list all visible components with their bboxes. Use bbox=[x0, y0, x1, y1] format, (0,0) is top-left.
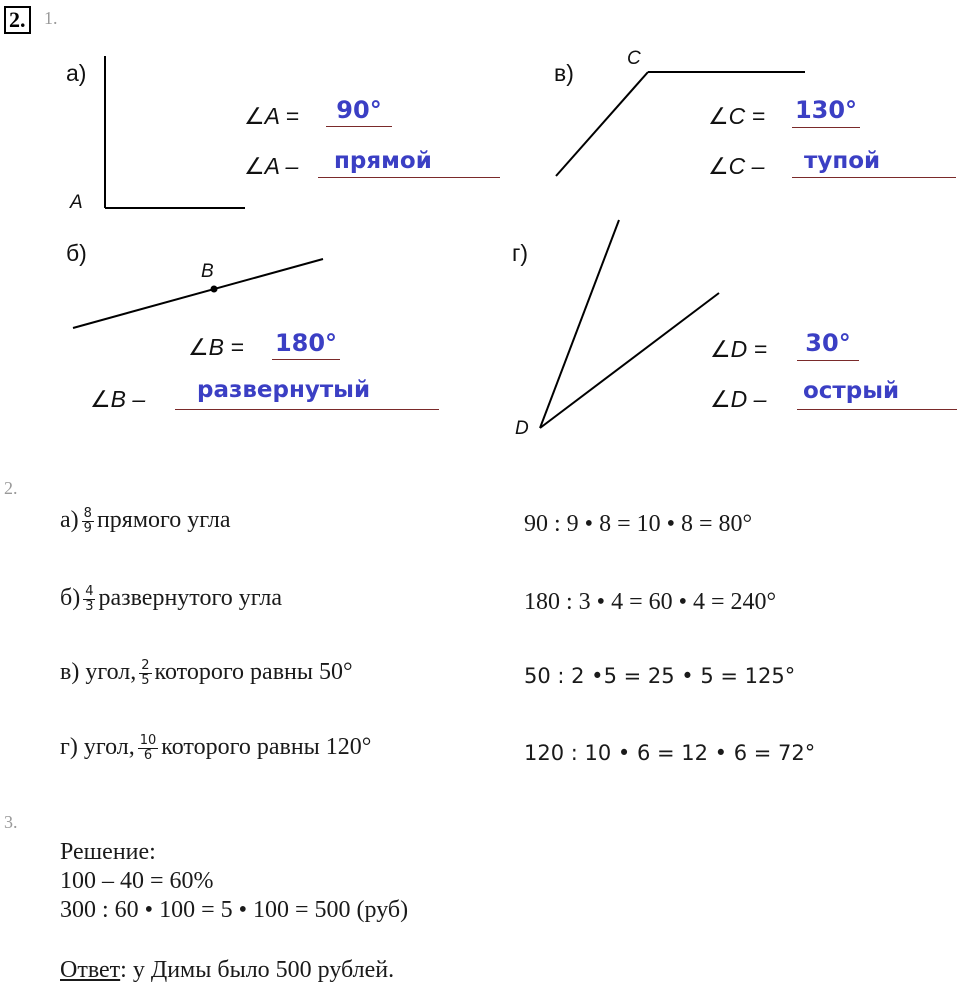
problem2-calc-a: 90 : 9 • 8 = 10 • 8 = 80° bbox=[524, 511, 753, 537]
angle-a-type-label: ∠A – bbox=[244, 153, 299, 179]
angle-a-figure bbox=[105, 56, 245, 208]
angle-v-measure-field bbox=[792, 96, 860, 128]
problem2-calc-g: 120 : 10 • 6 = 12 • 6 = 72° bbox=[524, 741, 816, 765]
task-number: 2. bbox=[4, 6, 31, 34]
vertex-b-label: B bbox=[201, 261, 214, 282]
item-1-label: 1. bbox=[44, 8, 58, 28]
angle-v-measure: 130° bbox=[794, 96, 858, 124]
angle-g-type-label: ∠D – bbox=[710, 386, 767, 412]
angle-g-type-field bbox=[797, 378, 957, 410]
angle-b-measure-field bbox=[272, 329, 340, 360]
problem2-row-a: а) $\frac{8}{9}$ прямого угла bbox=[60, 506, 231, 536]
angle-a-measure-label: ∠A = bbox=[244, 103, 299, 129]
vertex-a-label: A bbox=[70, 192, 83, 213]
item-3-label: 3. bbox=[4, 812, 18, 832]
angle-g-measure-label: ∠D = bbox=[710, 336, 768, 362]
angle-b-measure: 180° bbox=[274, 329, 338, 357]
vertex-c-label: C bbox=[627, 48, 641, 69]
angle-a-type: прямой bbox=[334, 148, 432, 174]
problem2-row-b: б) $\frac{4}{3}$ развернутого угла bbox=[60, 584, 282, 614]
angle-g-measure-field bbox=[797, 329, 859, 361]
angle-b-measure-label: ∠B = bbox=[188, 334, 244, 360]
angle-g-type: острый bbox=[803, 378, 900, 404]
angle-v-type-field bbox=[792, 148, 956, 178]
solution-line-1: 100 – 40 = 60% bbox=[60, 868, 214, 894]
problem2-row-v: в) угол, $\frac{2}{5}$ которого равны 50° bbox=[60, 658, 353, 688]
fraction: $\frac{2}{5}$ bbox=[141, 658, 150, 688]
angle-g-letter: г) bbox=[512, 240, 529, 266]
angle-b-type-field bbox=[175, 377, 439, 410]
answer-text: : у Димы было 500 рублей. bbox=[120, 957, 395, 983]
problem2-calc-b: 180 : 3 • 4 = 60 • 4 = 240° bbox=[524, 589, 777, 615]
angle-v-letter: в) bbox=[554, 60, 574, 86]
solution-line-2: 300 : 60 • 100 = 5 • 100 = 500 (руб) bbox=[60, 897, 409, 923]
angle-b-type: развернутый bbox=[197, 377, 371, 403]
problem3-solution bbox=[60, 838, 408, 925]
problem2-calc-v: 50 : 2 •5 = 25 • 5 = 125° bbox=[524, 664, 796, 688]
angle-b-figure bbox=[73, 259, 323, 328]
solution-heading: Решение: bbox=[60, 839, 156, 865]
fraction: $\frac{4}{3}$ bbox=[85, 584, 94, 614]
angle-b-type-label: ∠B – bbox=[90, 386, 146, 412]
problem2-row-g: г) угол, $\frac{10}{6}$ которого равны 120° bbox=[60, 733, 372, 763]
angle-v-figure bbox=[556, 72, 805, 176]
angle-g-measure: 30° bbox=[805, 329, 851, 357]
angle-a-type-field bbox=[318, 148, 500, 178]
angle-a-letter: а) bbox=[66, 60, 87, 86]
angle-v-type: тупой bbox=[804, 148, 881, 174]
angle-b-letter: б) bbox=[66, 240, 87, 266]
item-2-label: 2. bbox=[4, 478, 18, 498]
angle-a-measure: 90° bbox=[336, 96, 382, 124]
angle-v-type-label: ∠C – bbox=[708, 153, 765, 179]
angle-g-figure bbox=[540, 220, 719, 428]
fraction: $\frac{8}{9}$ bbox=[83, 506, 92, 536]
angle-a-measure-field bbox=[326, 96, 392, 127]
answer-label: Ответ bbox=[60, 957, 121, 983]
vertex-d-label: D bbox=[515, 418, 529, 439]
fraction: $\frac{10}{6}$ bbox=[139, 733, 157, 763]
problem3-answer bbox=[60, 957, 394, 984]
angle-v-measure-label: ∠C = bbox=[708, 103, 766, 129]
